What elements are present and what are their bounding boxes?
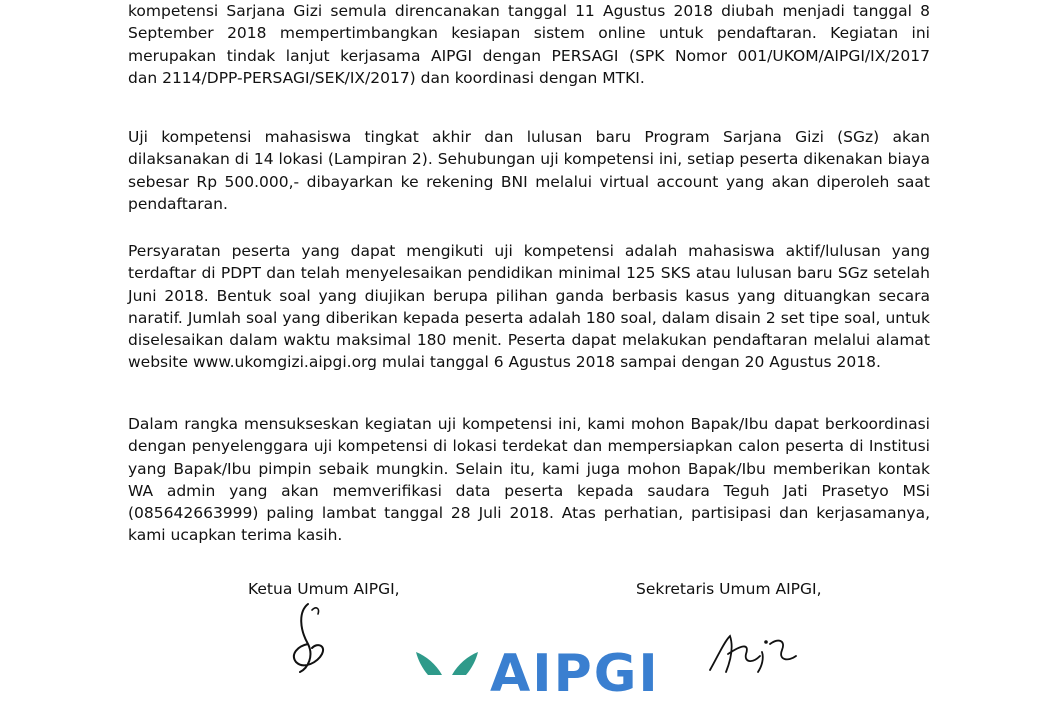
chair-signature-title: Ketua Umum AIPGI, <box>248 580 400 598</box>
text-line: Juni 2018. Bentuk soal yang diujikan berupa pilihan ganda berbasis kasus yang dituangkan secara <box>128 286 930 305</box>
text-line: terdaftar di PDPT dan telah menyelesaikan pendidikan minimal 125 SKS atau lulusan baru SGz setelah <box>128 264 930 283</box>
text-line: merupakan tindak lanjut kerjasama AIPGI dengan PERSAGI (SPK Nomor 001/UKOM/AIPGI/IX/2017 <box>128 46 930 65</box>
secretary-signature-title: Sekretaris Umum AIPGI, <box>636 580 822 598</box>
paragraph-exam-locations <box>128 126 930 215</box>
text-line: website www.ukomgizi.aipgi.org mulai tanggal 6 Agustus 2018 sampai dengan 20 Agustus 2018. <box>128 353 881 372</box>
text-line: September 2018 mempertimbangkan kesiapan sistem online untuk pendaftaran. Kegiatan ini <box>128 24 930 43</box>
text-line: Dalam rangka mensukseskan kegiatan uji kompetensi ini, kami mohon Bapak/Ibu dapat berkoordinasi <box>128 415 930 433</box>
text-line: naratif. Jumlah soal yang diberikan kepada peserta adalah 180 soal, dalam disain 2 set tipe soal, untuk <box>128 308 930 327</box>
text-line: WA admin yang akan memverifikasi data peserta kepada saudara Teguh Jati Prasetyo MSi <box>128 481 930 500</box>
text-line: dengan penyelenggara uji kompetensi di lokasi terdekat dan mempersiapkan calon peserta di Institusi <box>128 437 930 456</box>
text-line: pendaftaran. <box>128 194 228 213</box>
chair-signature <box>278 600 358 675</box>
text-line: kompetensi Sarjana Gizi semula direncanakan tanggal 11 Agustus 2018 diubah menjadi tanggal 8 <box>128 2 930 20</box>
text-line: yang Bapak/Ibu pimpin sebaik mungkin. Selain itu, kami juga mohon Bapak/Ibu memberikan kontak <box>128 459 930 478</box>
paragraph-requirements <box>128 240 930 374</box>
text-line: Uji kompetensi mahasiswa tingkat akhir dan lulusan baru Program Sarjana Gizi (SGz) akan <box>128 128 930 146</box>
aipgi-logo-text: AIPGI <box>490 644 660 704</box>
text-line: kami ucapkan terima kasih. <box>128 526 343 545</box>
text-line: sebesar Rp 500.000,- dibayarkan ke rekening BNI melalui virtual account yang akan diperoleh saat <box>128 172 930 191</box>
paragraph-closing <box>128 413 930 547</box>
aipgi-logo-leaf-icon <box>412 650 482 675</box>
text-line: dilaksanakan di 14 lokasi (Lampiran 2). Sehubungan uji kompetensi ini, setiap peserta dikenakan biaya <box>128 150 930 169</box>
text-line: diselesaikan dalam waktu maksimal 180 menit. Peserta dapat melakukan pendaftaran melalui alamat <box>128 331 930 350</box>
paragraph-schedule-change <box>128 0 930 89</box>
secretary-signature <box>700 628 810 675</box>
text-line: dan 2114/DPP-PERSAGI/SEK/IX/2017) dan koordinasi dengan MTKI. <box>128 68 645 87</box>
text-line: Persyaratan peserta yang dapat mengikuti uji kompetensi adalah mahasiswa aktif/lulusan yang <box>128 242 930 260</box>
text-line: (085642663999) paling lambat tanggal 28 Juli 2018. Atas perhatian, partisipasi dan kerjasamanya, <box>128 504 930 523</box>
